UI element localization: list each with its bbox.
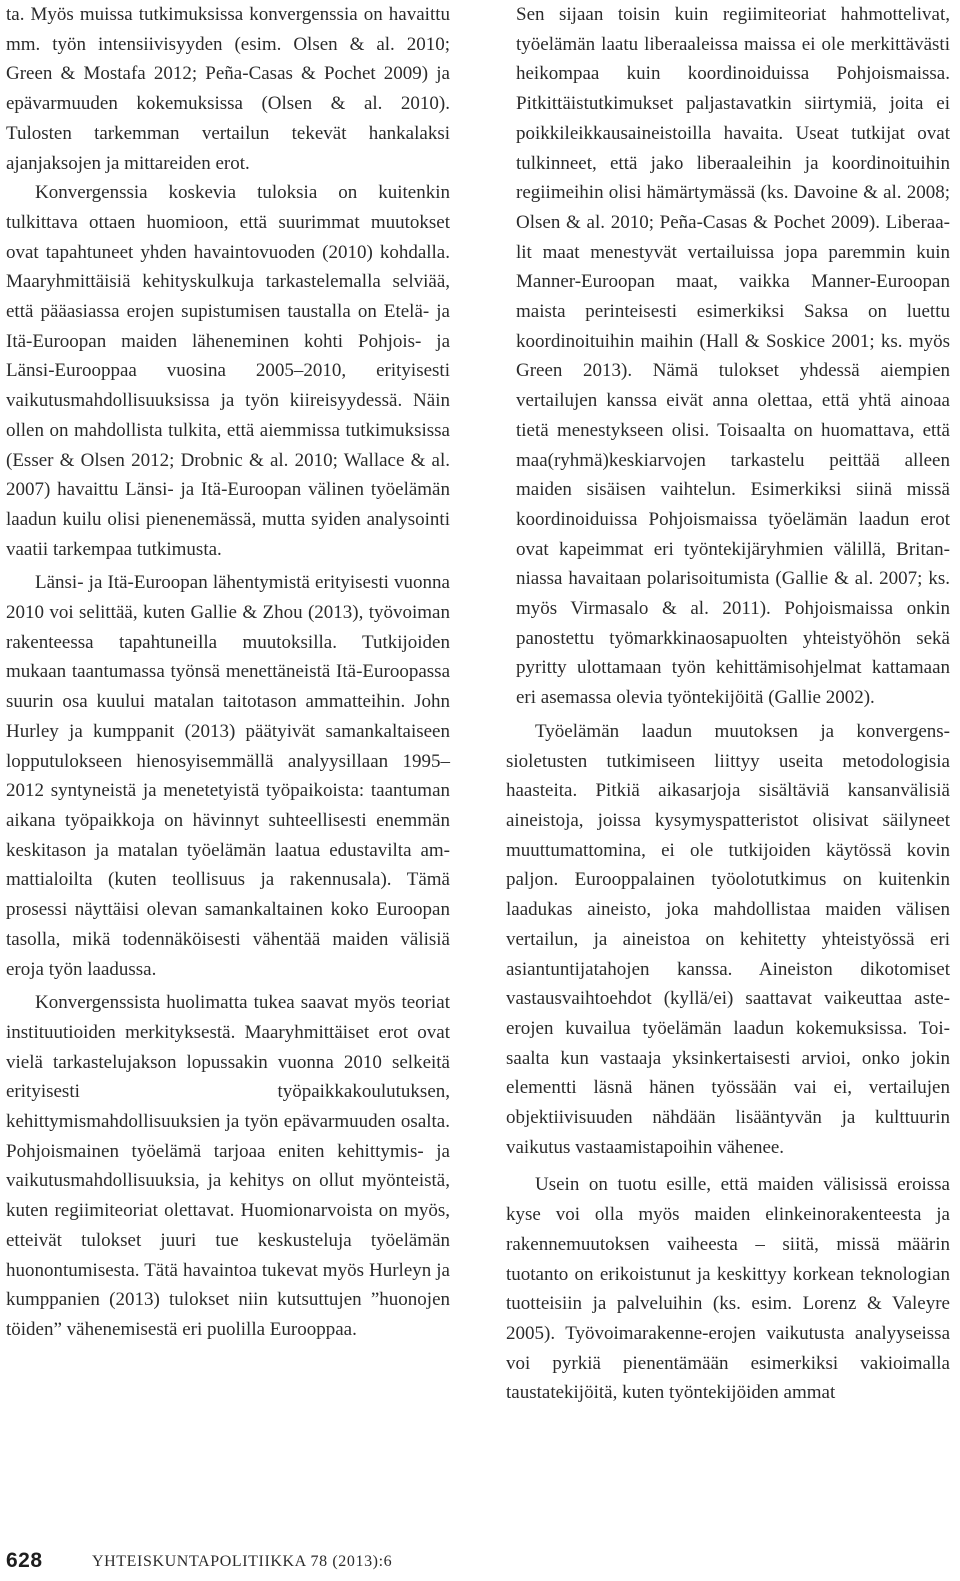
paragraph: Konvergenssista huolimatta tukea saavat myös teoriat instituutioiden merkityksestä. Maaryhmittäiset erot ovat vielä tarkastelujakson lopussakin vuonna 2010 selkeitä erityisesti työpaikkakoulutuksen, kehittymismahdollisuuksien ja työn epävarmuuden osalta. Pohjoismainen työelämä tarjoaa eniten kehittymis- ja vaikutusmahdollisuuksia, ja kehitys on ollut myönteistä, kuten regiimiteoriat olettavat. Huomionarvoista on myös, etteivät tulokset juuri tue keskusteluja työelämän huonontumisesta. Tätä havaintoa tukevat myös Hurleyn ja kumppanien (2013) tulokset niin kutsuttujen ”huonojen töiden” vähenemisestä eri puolilla Eurooppaa. <box>6 992 450 1340</box>
paragraph: ta. Myös muissa tutkimuksissa konvergenssia on havaittu mm. työn intensiivisyyden (esim. Olsen & al. 2010; Green & Mostafa 2012; Peña-Casas & Pochet 2009) ja epävarmuuden kokemuksissa (Olsen & al. 2010). Tulosten tarkemman vertailun tekevät hankalaksi ajanjaksojen ja mittareiden erot. <box>6 4 450 174</box>
paragraph: Usein on tuotu esille, että maiden välisissä eroissa kyse voi olla myös maiden elinkeinorakenteesta ja rakennemuutoksen vaiheesta – siitä, missä määrin tuotanto on erikoistunut ja keskittyy korkean teknologian tuotteisiin ja palveluihin (ks. esim. Lorenz & Valeyre 2005). Työvoimarakenne-erojen vaikutusta analyyseissa voi pyrkiä pienentämään esimerkiksi vakioimalla taustatekijöitä, kuten työntekijöiden ammat <box>506 1174 950 1404</box>
running-head: YHTEISKUNTAPOLITIIKKA 78 (2013):6 <box>92 1553 393 1570</box>
paragraph: Konvergenssia koskevia tuloksia on kuitenkin tulkittava ottaen huomioon, että suurimmat muutokset ovat tapahtuneet yhden havaintovuoden (2010) kohdalla. Maaryhmittäisiä kehityskulkuja tarkastelemalla selviää, että pääasiassa erojen supistumisen taustalla on Etelä- ja Itä-Euroopan maiden läheneminen kohti Pohjois- ja Länsi-Eurooppaa vuosina 2005–2010, erityisesti vaikutusmahdollisuuksissa ja työn kiireisyydessä. Näin ollen on mahdollista tulkita, että aiemmissa tutkimuksissa (Esser & Olsen 2012; Drobnic & al. 2010; Wallace & al. 2007) havaittu Länsi- ja Itä-Euroopan välinen työelämän laadun kuilu olisi pienenemässä, mutta syiden analysointi vaatii tarkempaa tutkimusta. <box>6 182 450 560</box>
paragraph: Länsi- ja Itä-Euroopan lähentymistä erityisesti vuonna 2010 voi selittää, kuten Gallie & Zhou (2013), työvoiman rakenteessa tapahtuneilla muutoksilla. Tutkijoiden mukaan taantumassa työnsä menettäneistä Itä-Euroopassa suurin osa kuului matalan taitotason ammatteihin. John Hurley ja kumppanit (2013) päätyivät samankaltaiseen lopputulokseen hienosyisemmällä analyysillaan 1995–2012 syntyneistä ja menetetyistä työpaikoista: taantuman aikana työpaikkoja on hävinnyt suhteellisesti enemmän keskitason ja matalan työelämän laatua edustavilta ammattialoilta (kuten teollisuus ja rakennusala). Tämä prosessi näyttäisi olevan samankaltainen koko Euroopan tasolla, mikä todennäköisesti vähentää maiden välisiä eroja työn laadussa. <box>6 572 450 980</box>
right-column <box>506 0 950 1408</box>
paragraph: Työelämän laadun muutoksen ja konvergenssioletusten tutkimiseen liittyy useita metodologisia haasteita. Pitkiä aikasarjoja sisältäviä kansanvälisiä aineistoja, joissa kysymyspatteristot olisivat säilyneet muuttumattomina, ei ole tutkijoiden käytössä kovin paljon. Eurooppalainen työolotutkimus on kuitenkin laadukas aineisto, joka mahdollistaa maiden välisen vertailun, ja aineistoa on kehitetty yhteistyössä eri asiantuntijatahojen kanssa. Aineiston dikotomiset vastausvaihtoehdot (kyllä/ei) saattavat vaikeuttaa aste-erojen kuvailua työelämän laadun kokemuksissa. Toisaalta kun vastaaja yksinkertaisesti arvioi, onko jokin elementti läsnä hänen työssään vai ei, vertailujen objektiivisuuden nähdään lisääntyvän ja kulttuurin vaikutus vastaamistapoihin vähenee. <box>506 720 950 1158</box>
left-column <box>6 0 450 1345</box>
page-footer <box>0 1545 960 1581</box>
page-number: 628 <box>6 1549 43 1572</box>
paragraph: Sen sijaan toisin kuin regiimiteoriat hahmottelivat, työelämän laatu liberaaleissa maissa ei ole merkittävästi heikompaa kuin koordinoiduissa Pohjoismaissa. Pitkittäistutkimukset paljastavatkin siirtymiä, joita ei poikkileikkausaineistoilla havaita. Useat tutkijat ovat tulkinneet, että jako liberaaleihin ja koordinoituihin regiimeihin olisi hämärtymässä (ks. Davoine & al. 2008; Olsen & al. 2010; Peña-Casas & Pochet 2009). Liberaalit maat menestyvät vertailuissa jopa paremmin kuin Manner-Euroopan maat, vaikka Manner-Euroopan maista perinteisesti esimerkiksi Saksa on luettu koordinoituihin maihin (Hall & Soskice 2001; ks. myös Green 2013). Nämä tulokset yhdessä aiempien vertailujen kanssa eivät anna olettaa, että yhtä ainoaa tietä menestykseen olisi. Toisaalta on huomattava, että maa(ryhmä)keskiarvojen tarkastelu peittää alleen maiden sisäisen vaihtelun. Esimerkiksi siinä missä koordinoiduissa Pohjoismaissa työelämän laadun erot ovat kapeimmat eri työntekijäryhmien välillä, Britanniassa havaitaan polarisoitumista (Gallie & al. 2007; ks. myös Virmasalo & al. 2011). Pohjoismaissa onkin panostettu työmarkkinaosapuolten yhteistyöhön sekä pyritty ulottamaan työn kehittämisohjelmat kattamaan eri asemassa olevia työntekijöitä (Gallie 2002). <box>516 4 950 709</box>
